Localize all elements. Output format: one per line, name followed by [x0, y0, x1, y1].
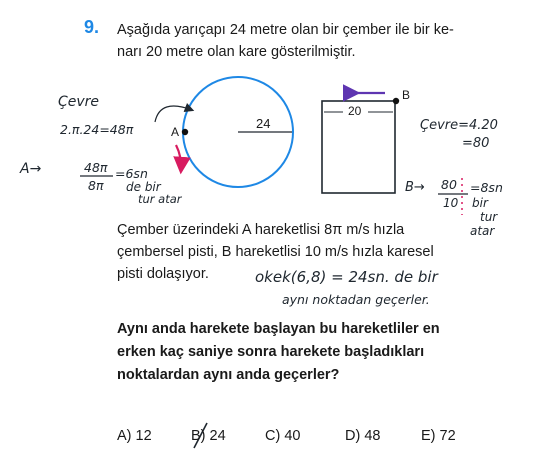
- point-b-label: B: [402, 88, 411, 102]
- option-c-value: 40: [284, 428, 301, 444]
- option-d-letter: D): [345, 428, 361, 444]
- hand-b-denominator: 10: [443, 196, 459, 210]
- square-side-label: 20: [348, 104, 362, 118]
- option-e[interactable]: [421, 428, 456, 444]
- rotation-arrow: [176, 145, 181, 170]
- body-line-3: pisti dolaşıyor.: [117, 266, 209, 282]
- option-a[interactable]: [117, 428, 152, 444]
- option-e-value: 72: [439, 428, 456, 444]
- stem-line-1: Aşağıda yarıçapı 24 metre olan bir çember ile bir ke-: [117, 22, 454, 38]
- option-b[interactable]: [191, 428, 226, 444]
- hand-a-result: =6sn: [115, 166, 148, 181]
- radius-label: 24: [256, 116, 271, 131]
- hand-a-note-1: de bir: [126, 180, 161, 194]
- prompt-line-2: erken kaç saniye sonra harekete başladıkları: [117, 344, 425, 360]
- hand-b-arrow: B→: [405, 180, 425, 195]
- option-c-letter: C): [265, 428, 281, 444]
- option-c[interactable]: [265, 428, 300, 444]
- hand-b-note-2: tur: [480, 210, 498, 224]
- prompt-line-1: Aynı anda harekete başlayan bu hareketliler en: [117, 321, 440, 337]
- hand-b-numerator: 80: [441, 177, 457, 192]
- question-number: 9.: [84, 17, 100, 37]
- point-a-dot: [182, 129, 188, 135]
- body-line-2: çembersel pisti, B hareketlisi 10 m/s hızla karesel: [117, 244, 434, 260]
- option-d[interactable]: [345, 428, 380, 444]
- point-b-dot: [393, 98, 399, 104]
- hand-a-denominator: 8π: [88, 178, 104, 193]
- hand-okek-line-2: aynı noktadan geçerler.: [282, 292, 430, 307]
- hand-cevre-title: Çevre: [58, 94, 100, 110]
- option-d-value: 48: [364, 428, 381, 444]
- hand-cevre-right-1: Çevre=4.20: [420, 118, 498, 133]
- point-a-label: A: [171, 125, 180, 139]
- hand-a-arrow: A→: [20, 161, 42, 177]
- hand-b-result: =8sn: [470, 180, 503, 195]
- body-line-1: Çember üzerindeki A hareketlisi 8π m/s hızla: [117, 222, 405, 238]
- prompt-line-3: noktalardan aynı anda geçerler?: [117, 367, 340, 383]
- option-a-letter: A): [117, 428, 132, 444]
- option-a-value: 12: [135, 428, 152, 444]
- hand-b-note-3: atar: [470, 224, 495, 238]
- question-prompt: [117, 318, 469, 387]
- hand-cevre-right-2: =80: [462, 136, 490, 151]
- hand-okek-line-1: okek(6,8) = 24sn. de bir: [255, 268, 438, 286]
- option-b-value: 24: [209, 428, 226, 444]
- hand-a-numerator: 48π: [84, 160, 108, 175]
- option-e-letter: E): [421, 428, 436, 444]
- stem-line-2: narı 20 metre olan kare gösterilmiştir.: [117, 44, 356, 60]
- option-b-letter: B): [191, 428, 206, 444]
- hand-a-note-2: tur atar: [138, 192, 182, 206]
- hand-b-note-1: bir: [472, 196, 488, 210]
- hand-cevre-formula: 2.π.24=48π: [60, 122, 134, 137]
